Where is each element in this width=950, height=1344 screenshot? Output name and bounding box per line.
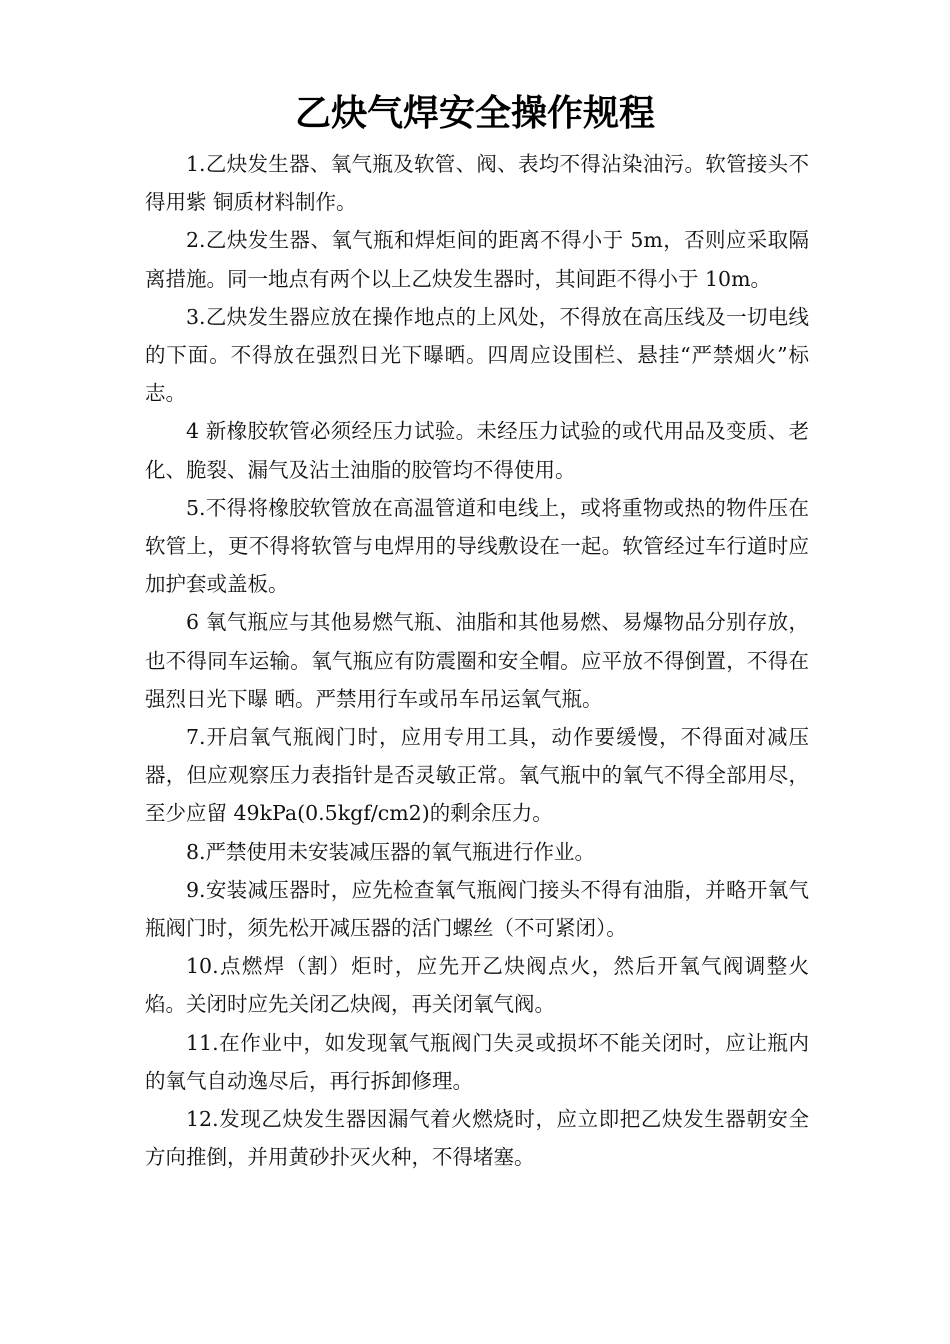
rule-paragraph-6: 6 氧气瓶应与其他易燃气瓶、油脂和其他易燃、易爆物品分别存放，也不得同车运输。氧气瓶应有防震圈和安全帽。应平放不得倒置，不得在强烈日光下曝 晒。严禁用行车或吊车吊运氧气瓶。 bbox=[145, 610, 809, 711]
rule-paragraph-9: 9.安装减压器时，应先检查氧气瓶阀门接头不得有油脂，并略开氧气瓶阀门时，须先松开减压器的活门螺丝（不可紧闭）。 bbox=[145, 877, 809, 941]
rule-paragraph-10: 10.点燃焊（割）炬时，应先开乙炔阀点火，然后开氧气阀调整火焰。关闭时应先关闭乙炔阀，再关闭氧气阀。 bbox=[145, 954, 809, 1017]
rule-paragraph-7: 7.开启氧气瓶阀门时，应用专用工具，动作要缓慢，不得面对减压器，但应观察压力表指针是否灵敏正常。氧气瓶中的氧气不得全部用尽，至少应留 49kPa(0.5kgf/cm2)的剩余压力。 bbox=[145, 725, 809, 826]
rule-paragraph-3: 3.乙炔发生器应放在操作地点的上风处，不得放在高压线及一切电线的下面。不得放在强烈日光下曝晒。四周应设围栏、悬挂“严禁烟火”标志。 bbox=[145, 304, 809, 406]
rule-paragraph-2: 2.乙炔发生器、氧气瓶和焊炬间的距离不得小于 5m，否则应采取隔离措施。同一地点有两个以上乙炔发生器时，其间距不得小于 10m。 bbox=[145, 228, 809, 291]
rule-paragraph-1: 1.乙炔发生器、氧气瓶及软管、阀、表均不得沾染油污。软管接头不得用紫 铜质材料制作。 bbox=[145, 152, 809, 215]
page-title: 乙炔气焊安全操作规程 bbox=[294, 93, 655, 134]
rule-paragraph-4: 4 新橡胶软管必须经压力试验。未经压力试验的或代用品及变质、老化、脆裂、漏气及沾土油脂的胶管均不得使用。 bbox=[145, 419, 809, 482]
rule-paragraph-11: 11.在作业中，如发现氧气瓶阀门失灵或损坏不能关闭时，应让瓶内的氧气自动逸尽后，再行拆卸修理。 bbox=[145, 1030, 809, 1093]
rule-paragraph-12: 12.发现乙炔发生器因漏气着火燃烧时，应立即把乙炔发生器朝安全方向推倒，并用黄砂扑灭火种，不得堵塞。 bbox=[145, 1107, 809, 1170]
rule-paragraph-8: 8.严禁使用未安装减压器的氧气瓶进行作业。 bbox=[186, 839, 596, 864]
rule-paragraph-5: 5.不得将橡胶软管放在高温管道和电线上，或将重物或热的物件压在软管上，更不得将软管与电焊用的导线敷设在一起。软管经过车行道时应加护套或盖板。 bbox=[145, 495, 809, 597]
document-body bbox=[145, 145, 809, 1176]
